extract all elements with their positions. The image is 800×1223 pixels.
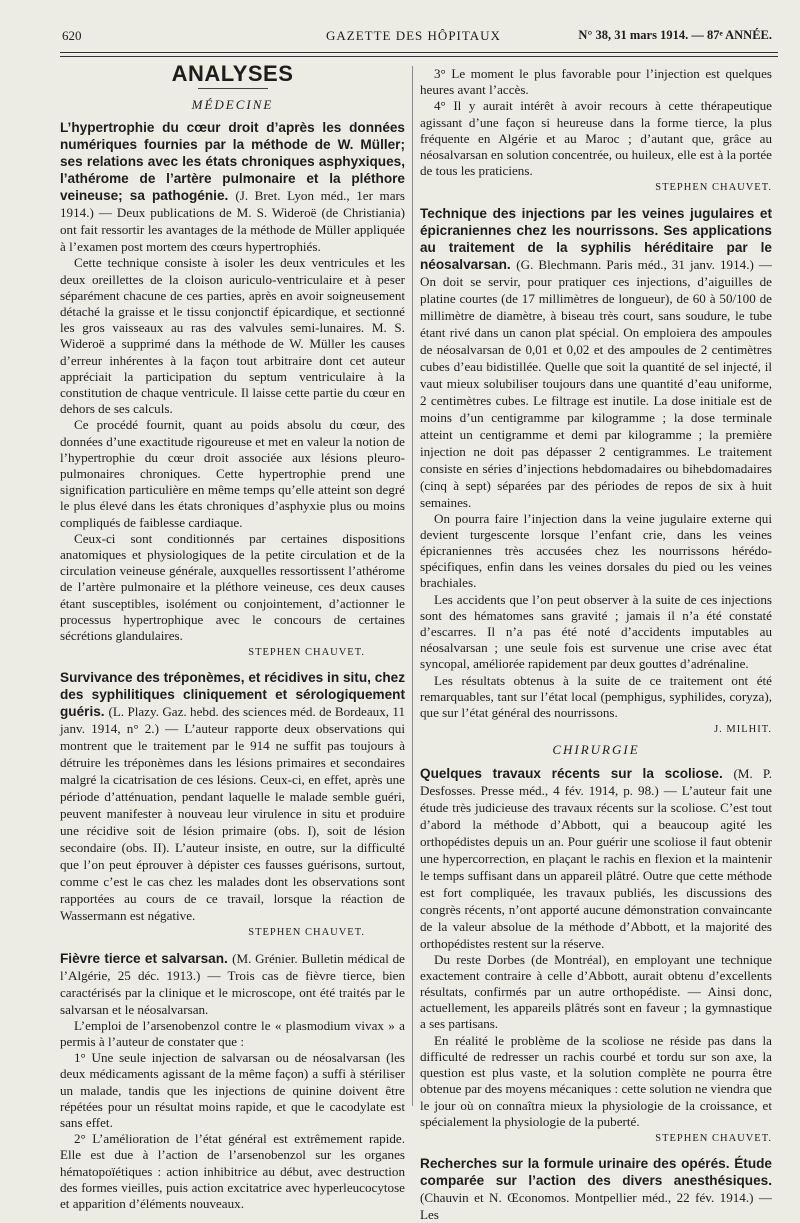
subsection-chirurgie: CHIRURGIE — [552, 742, 640, 758]
section-title: ANALYSES — [171, 61, 294, 86]
article-author: STEPHEN CHAUVET. — [655, 182, 772, 194]
page-number: 620 — [62, 28, 82, 43]
article-title: L’hypertrophie du cœur droit d’après les données numériques fournies par la méthode de W. Müller; ses relations avec les états chroniques asphyxiques, l’athérome de l’artère pulmonaire et la pléthore veineuse; sa pathogénie. — [60, 120, 405, 204]
paragraph: Les résultats obtenus à la suite de ce traitement ont été remarquables, tant sur l’état local (pemphigus, syphilides, coryza), que sur l’état général des nourrissons. — [420, 672, 772, 721]
article-reference: (G. Blechmann. Paris méd., 31 janv. 1914.) — On doit se servir, pour pratiquer ces injections, d’aiguilles de platine courtes (de 17 millimètres de longueur), de 60 à 50/100 de millimètre de diamètre, à biseau très court, sans soudure, le tube étant rivé dans un canon plat spécial. On emploiera des ampoules de néosalvarsan de 0,01 et 0,02 et des ampoules de 2 centimètres cubes d’eau bidistillée. Quelle que soit la quantité de sel injecté, il vaut mieux solubiliser toujours dans une quantité d’eau uniforme, 2 centimètres cubes. Le filtrage est inutile. La dose initiale est de moins d’un centigramme par kilogramme ; la dose terminale atteint un centigramme et demi par kilogramme ; la première injection ne doit pas dépasser 2 centigrammes. Le traitement consiste en séries d’injections hebdomadaires ou bihebdomadaires (cinq à sept) séparées par des périodes de repos de six à huit semaines. — [420, 256, 772, 510]
article-hypertrophie — [60, 119, 405, 661]
article-fievre-tierce-continued — [420, 66, 772, 197]
right-column — [420, 66, 772, 1223]
article-reference: (J. Bret. Lyon méd., 1er mars 1914.) — Deux publications de M. S. Wideroë (de Christiania) ont fait ressortir les avantages de la méthode de Müller appliquée à l’examen post mortem des cœurs hypertrophiés. — [60, 188, 405, 255]
section-rule — [198, 88, 268, 89]
issue-info: N° 38, 31 mars 1914. — 87ᵉ ANNÉE. — [578, 28, 772, 42]
article-fievre-tierce — [60, 950, 405, 1212]
article-scoliose — [420, 765, 772, 1147]
article-author: STEPHEN CHAUVET. — [248, 647, 365, 659]
paragraph: Cette technique consiste à isoler les deux ventricules et les deux oreillettes de la cloison auriculo-ventriculaire et à peser séparément chacune de ces parties, après en avoir soigneusement détaché la graisse et le tissu conjonctif épicardique, et sectionné les gros vaisseaux au ras des valvules semi-lunaires. M. S. Wideroë a supprimé dans la méthode de W. Müller les causes d’erreur inhérentes à la façon tout arbitraire dont cet auteur appréciait la participation du septum ventriculaire à la constitution de chaque ventricule. Il laisse cette partie du cœur en dehors de ses calculs. — [60, 255, 405, 417]
article-reference: (M. Grénier. Bulletin médical de l’Algérie, 25 déc. 1913.) — Trois cas de fièvre tierce, bien caractérisés par la clinique et le microscope, ont été traités par le salvarsan et le néosalvarsan. — [60, 950, 405, 1017]
article-reference: (Chauvin et N. Œconomos. Montpellier méd., 22 fév. 1914.) — Les — [420, 1190, 772, 1223]
paragraph: Ceux-ci sont conditionnés par certaines dispositions anatomiques et physiologiques de la petite circulation et de la circulation veineuse générale, auxquelles ressortissent l’athérome de l’artère pulmonaire et la pléthore veineuse, ces deux causes étant susceptibles, isolément ou conjointement, d’actionner le processus hypertrophique avec le concours de certaines sécrétions glandulaires. — [60, 530, 405, 644]
paragraph: Ce procédé fournit, quant au poids absolu du cœur, des données d’une exactitude rigoureuse et met en valeur la notion de l’hypertrophie du cœur droit associée aux lésions pleuro-pulmonaires chroniques. Cette hypertrophie prend une signification particulière en même temps qu’elle atteint son degré le plus élevé dans les états chroniques d’asphyxie plus ou moins compliqués de faiblesse cardiaque. — [60, 417, 405, 530]
paragraph: En réalité le problème de la scoliose ne réside pas dans la difficulté de redresser un rachis courbé et tordu sur son axe, la question est plus vaste, et la solution complète ne pourra être obtenue par des moyens mécaniques : cette solution ne viendra que le jour où on connaîtra mieux la physiologie de la croissance, et spécialement la physiologie de la puberté. — [420, 1032, 772, 1129]
article-reference: (L. Plazy. Gaz. hebd. des sciences méd. de Bordeaux, 11 janv. 1914, n° 2.) — L’auteur rapporte deux observations qui montrent que le traitement par le 914 ne suffit pas toujours à détruire les tréponèmes dans les lésions primaires et secondaires malgré la cicatrisation de ces lésions. Ceux-ci, en effet, après une période d’atténuation, pendant laquelle le malade semble guéri, peuvent manifester à nouveau leur virulence in situ et produire une récidive soit de lésion primaire (obs. I), soit de lésion secondaire (obs. II). L’auteur insiste, en outre, sur la difficulté que l’on peut éprouver à dépister ces fausses guérisons, surtout, comme c’est le cas chez les malades dont les observations sont rapportées au cours de ce travail, lorsque la réaction de Wassermann est négative. — [60, 704, 405, 924]
article-author: STEPHEN CHAUVET. — [248, 927, 365, 939]
paragraph: Du reste Dorbes (de Montréal), en employant une technique exactement contraire à celle d’Abbott, aurait obtenu d’excellents résultats, confirmés par un autre orthopédiste. — Ainsi donc, actuellement, les appareils plâtrés sont en faveur ; la gymnastique a ses partisans. — [420, 951, 772, 1032]
subsection-medecine: MÉDECINE — [191, 97, 274, 113]
journal-title: GAZETTE DES HÔPITAUX — [326, 28, 501, 43]
article-title: Technique des injections par les veines jugulaires et épicraniennes chez les nourrissons. Ses applications au traitement de la syphilis héréditaire par le néosalvarsan. — [420, 205, 772, 272]
paragraph: L’emploi de l’arsenobenzol contre le « plasmodium vivax » a permis à l’auteur de constater que : — [60, 1017, 405, 1049]
paragraph: Les accidents que l’on peut observer à la suite de ces injections sont des hématomes sans gravité ; jamais il n’a été constaté d’escarres. Il n’a pas été noté d’accidents imputables au néosalvarsan ; une seule fois est survenue une crise avec état syncopal, améliorée rapidement par deux gouttes d’adrénaline. — [420, 591, 772, 672]
paragraph: 4° Il y aurait intérêt à avoir recours à cette thérapeutique agissant d’une façon si heureuse dans la forme tierce, la plus fréquente en Algérie et au Maroc ; d’autant que, grâce au néosalvarsan en solution concentrée, ou huileux, elle est à la portée de tous les praticiens. — [420, 98, 772, 179]
article-reference: (M. P. Desfosses. Presse méd., 4 fév. 1914, p. 98.) — L’auteur fait une étude très judicieuse des travaux récents sur la scoliose. C’est tout d’abord la méthode d’Abbott, qui a beaucoup agité les orthopédistes depuis un an. Pour guérir une scoliose il faut obtenir une hypercorrection, en plaçant le rachis en flexion et la maintenir le temps suffisant dans un appareil plâtré. Outre que cette méthode est fort compliquée, les travaux publiés, les discussions des congrès récents, n’ont apporté aucune démonstration convaincante de la valeur absolue de la méthode d’Abbott, et la majorité des orthopédistes restent sur la réserve. — [420, 765, 772, 951]
left-column — [60, 61, 405, 1212]
article-injections-nourrissons — [420, 205, 772, 739]
article-title: Quelques travaux récents sur la scoliose. — [420, 765, 723, 781]
article-treponemes — [60, 669, 405, 941]
article-title: Survivance des tréponèmes, et récidives in situ, chez des syphilitiques cliniquement et sérologiquement guéris. — [60, 670, 405, 720]
article-title: Recherches sur la formule urinaire des opérés. Étude comparée sur l’action des divers anesthésiques. — [420, 1156, 772, 1189]
article-formule-urinaire — [420, 1155, 772, 1223]
paragraph: 1° Une seule injection de salvarsan ou de néosalvarsan (les deux médicaments agissant de la même façon) a suffi à stériliser un malade, tandis que les injections de quinine doivent être répétées pour un résultat moins rapide, et que le cacodylate est sans effet. — [60, 1050, 405, 1130]
column-divider — [412, 66, 413, 1106]
article-title: Fièvre tierce et salvarsan. — [60, 950, 228, 966]
header-rule-thin — [60, 56, 778, 57]
paragraph: 3° Le moment le plus favorable pour l’injection est quelques heures avant l’accès. — [420, 66, 772, 98]
header-rule — [60, 52, 778, 53]
paragraph: 2° L’amélioration de l’état général est extrêmement rapide. Elle est due à l’action de l’arsenobenzol sur les organes hématopoïétiques : action inhibitrice au début, avec destruction des formes vieilles, puis action excitatrice avec hyperleucocytose et apparition d’éléments nouveaux. — [60, 1131, 405, 1211]
paragraph: On pourra faire l’injection dans la veine jugulaire externe qui devient turgescente lorsque l’enfant crie, dans les veines épicraniennes très accusées chez les nourrissons hérédo-spécifiques, enfin dans les veines dorsales du pied ou les veines brachiales. — [420, 510, 772, 591]
page-header — [58, 24, 778, 44]
article-author: J. MILHIT. — [714, 724, 772, 736]
article-author: STEPHEN CHAUVET. — [655, 1132, 772, 1144]
